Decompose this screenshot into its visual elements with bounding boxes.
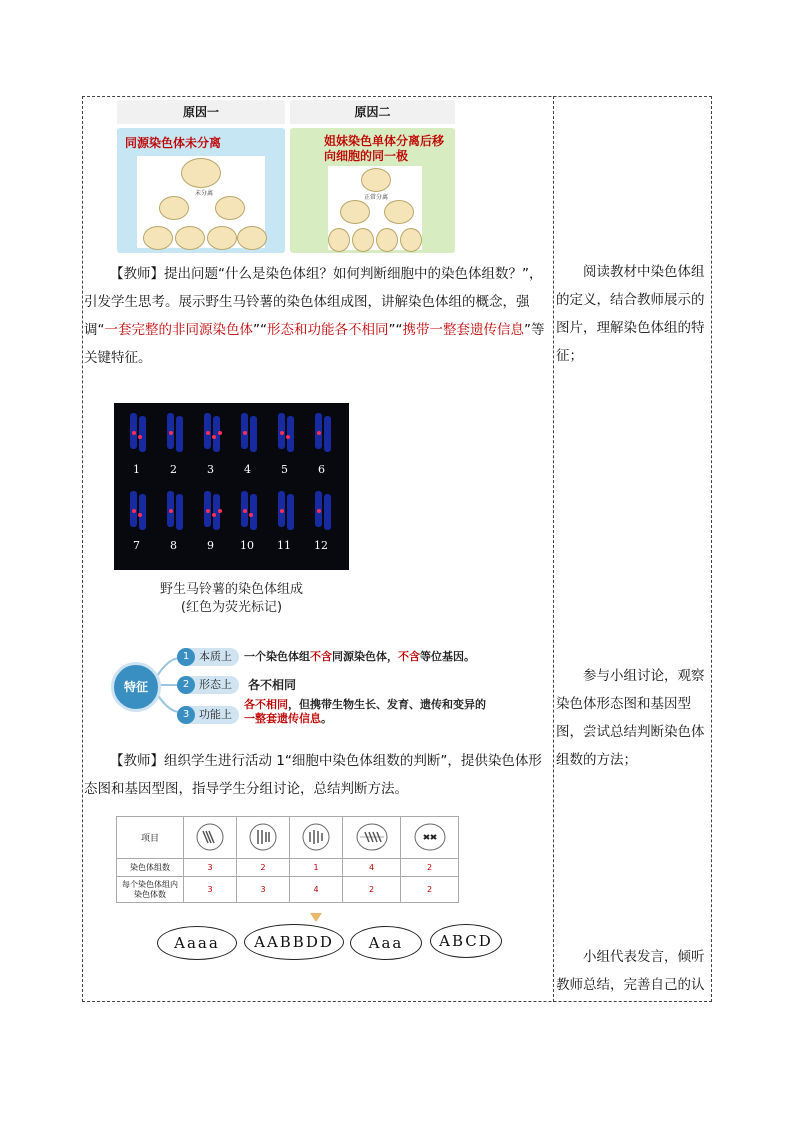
row-label: 每个染色体组内染色体数 [117,877,184,903]
fluorescent-marker [218,431,222,435]
fluorescent-marker [317,431,321,435]
chromosome-number: 3 [207,463,214,476]
fluorescent-marker [132,431,136,435]
gamete-cell [207,226,237,250]
feature-label-3: 功能上 [199,708,232,721]
table-cell: 2 [401,859,459,877]
fluorescent-marker [169,431,173,435]
fluorescent-marker [132,509,136,513]
feature-num-1: 1 [177,648,195,666]
fluorescent-marker [280,509,284,513]
table-cell: 4 [290,877,343,903]
para1-emphasis: 一套完整的非同源染色体 [104,322,253,338]
table-cell: 2 [343,877,401,903]
para1-text: 【教师】提出问题“什么是染色体组？如何判断细胞中的染色体组数？”，引发学生思考。展示野生马铃薯的染色体组成图，讲解染色体组的概念，强调“ [84,266,543,338]
genotype-oval: Aaaa [157,926,237,960]
parent-cell [181,158,221,188]
chromosome [139,416,146,452]
para1-text: ”“ [388,322,403,338]
feature-num-2: 2 [177,676,195,694]
fluorescent-marker [206,509,210,513]
reason2-panel [290,128,455,253]
reason1-title: 同源染色体未分离 [125,136,222,150]
chromosome [324,494,331,530]
table-cell: 3 [237,877,290,903]
chromosome [287,416,294,452]
table-cell: 2 [237,859,290,877]
feature-text-3: 各不相同，但携带生物生长、发育、遗传和变异的一整套遗传信息。 [244,698,486,725]
fluorescent-marker [243,509,247,513]
daughter-cell [384,200,414,224]
chromosome-number: 9 [207,539,214,552]
fluorescent-marker [243,431,247,435]
fluorescent-marker [212,513,216,517]
genotype-oval: Aaa [350,926,422,960]
gamete-cell [143,226,173,250]
reason1-diagram [137,156,265,248]
chromosome-number: 2 [170,463,177,476]
chromosome [176,494,183,530]
column-divider [553,96,554,1002]
table-cell: 1 [290,859,343,877]
chromosome-number: 7 [133,539,140,552]
reason2-title: 姐妹染色单体分离后移向细胞的同一极 [324,134,445,163]
chromosome-number: 5 [281,463,288,476]
feature-text-2: 各不相同 [248,678,297,692]
chromosome-number: 10 [240,539,254,552]
karyotype-caption-line2: (红色为荧光标记) [180,600,283,615]
fluorescent-marker [317,509,321,513]
gamete-cell [328,228,350,252]
chromosome [176,416,183,452]
pointer-triangle [310,913,322,923]
para1-emphasis: 携带一整套遗传信息 [402,322,524,338]
fluorescent-marker [212,435,216,439]
chromosome [250,494,257,530]
student-activity-note-3: 小组代表发言，倾听教师总结，完善自己的认 [556,949,705,993]
gamete-cell [400,228,422,252]
reason1-header: 原因一 [117,100,285,124]
teacher-paragraph-1 [84,260,550,372]
fluorescent-marker [138,513,142,517]
fluorescent-marker [280,431,284,435]
feature-label-2: 形态上 [199,678,232,691]
cell-diagram [184,817,237,859]
chromosome-number: 6 [318,463,325,476]
fluorescent-marker [169,509,173,513]
chromosome-number: 11 [277,539,291,552]
reason1-panel [117,128,285,253]
chromosome-set-table [116,816,459,903]
table-header-label: 项目 [117,817,184,859]
cell-diagram [401,817,459,859]
table-cell: 2 [401,877,459,903]
potato-karyotype-image [114,403,349,570]
teacher-paragraph-2: 【教师】组织学生进行活动 1“细胞中染色体组数的判断”，提供染色体形态图和基因型图，指导学生分组讨论，总结判断方法。 [84,753,542,797]
para1-emphasis: 形态和功能各不相同 [267,322,389,338]
chromosome [324,416,331,452]
cell-diagram [343,817,401,859]
gamete-cell [237,226,267,250]
normal-separation-label: 正常分离 [364,194,389,201]
chromosome-number: 12 [314,539,328,552]
chromosome [287,494,294,530]
chromosome-number: 1 [133,463,140,476]
daughter-cell [340,200,370,224]
nondisjunction-label: 未分离 [195,190,214,197]
table-cell: 3 [184,859,237,877]
table-cell: 3 [184,877,237,903]
feature-center: 特征 [111,662,161,712]
fluorescent-marker [218,509,222,513]
cell-diagram [290,817,343,859]
table-cell: 4 [343,859,401,877]
chromosome-number: 4 [244,463,251,476]
feature-label-1: 本质上 [199,650,232,663]
reason2-header: 原因二 [290,100,455,124]
genotype-oval: ABCD [430,924,502,958]
gamete-cell [352,228,374,252]
fluorescent-marker [249,513,253,517]
fluorescent-marker [138,435,142,439]
parent-cell [361,168,391,192]
chromosome-number: 8 [170,539,177,552]
fluorescent-marker [286,435,290,439]
fluorescent-marker [206,431,210,435]
karyotype-caption-line1: 野生马铃薯的染色体组成 [159,582,303,597]
para1-text: ”等关键特征。 [84,322,545,366]
feature-num-3: 3 [177,706,195,724]
cell-diagram [237,817,290,859]
student-activity-note-2: 参与小组讨论，观察染色体形态图和基因型图，尝试总结判断染色体组数的方法； [556,668,705,768]
feature-text-1: 一个染色体组不含同源染色体，不含等位基因。 [244,650,475,663]
para1-text: ”“ [253,322,267,338]
student-activity-note-1: 阅读教材中染色体组的定义，结合教师展示的图片，理解染色体组的特征； [556,264,705,364]
daughter-cell [159,196,189,220]
daughter-cell [215,196,245,220]
reason2-diagram [328,166,422,250]
gamete-cell [376,228,398,252]
gamete-cell [175,226,205,250]
genotype-oval: AABBDD [244,924,344,960]
row-label: 染色体组数 [117,859,184,877]
chromosome [139,494,146,530]
chromosome [250,416,257,452]
